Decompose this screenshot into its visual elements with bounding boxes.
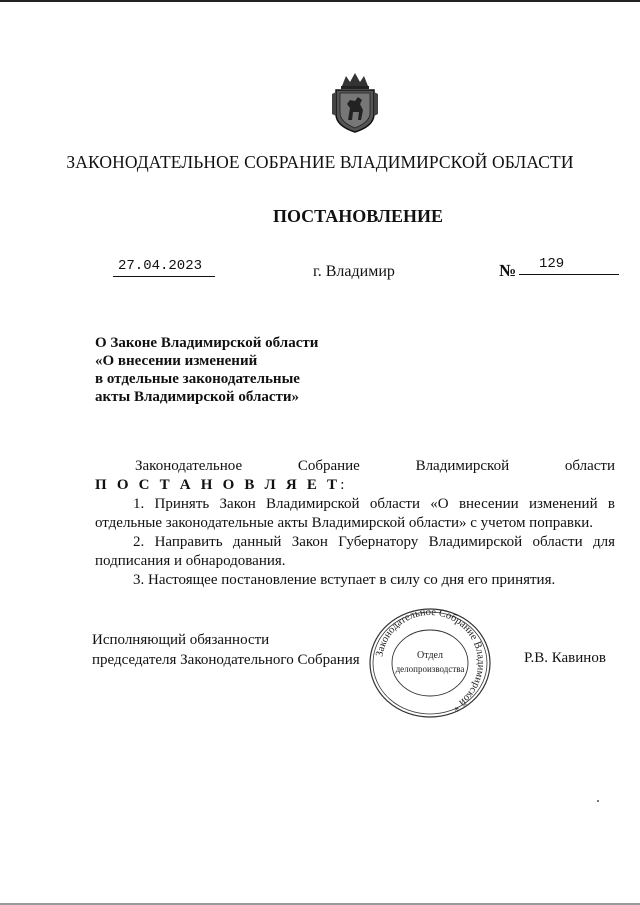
stamp-center-line1: Отдел xyxy=(417,650,443,661)
number-underline xyxy=(519,274,619,275)
preamble xyxy=(95,457,615,476)
signatory-name: Р.В. Кавинов xyxy=(524,650,606,666)
paragraph-1: 1. Принять Закон Владимирской области «О внесении изменений в отдельные законодательные акты Владимирской области» с учетом поправки. xyxy=(95,496,615,531)
signatory-position xyxy=(92,630,372,670)
date-underline xyxy=(113,276,215,277)
scan-top-edge xyxy=(0,0,640,2)
number-label: № xyxy=(499,261,517,280)
preamble-word: Законодательное xyxy=(135,458,243,474)
subject-line: «О внесении изменений xyxy=(95,353,258,369)
position-line: Исполняющий обязанности xyxy=(92,632,270,648)
document-date: 27.04.2023 xyxy=(118,258,203,274)
official-stamp xyxy=(366,606,494,720)
scan-speck xyxy=(597,800,599,802)
preamble-word: области xyxy=(564,458,615,474)
document-body xyxy=(95,457,615,590)
stamp-ring-textpath: Законодательное Собрание Владимирской * xyxy=(374,606,487,713)
paragraph-3: 3. Настоящее постановление вступает в силу со дня его принятия. xyxy=(133,572,556,588)
document-city: г. Владимир xyxy=(313,263,395,280)
subject-line: в отдельные законодательные xyxy=(95,371,300,387)
subject-line: акты Владимирской области» xyxy=(95,389,300,405)
coat-of-arms-icon xyxy=(328,70,382,134)
paragraph-2: 2. Направить данный Закон Губернатору Владимирской области для подписания и обнародования. xyxy=(95,534,615,569)
preamble-word: Владимирской xyxy=(415,458,510,474)
document-type-title: ПОСТАНОВЛЕНИЕ xyxy=(272,206,444,226)
decree-line xyxy=(95,476,615,495)
subject-line: О Законе Владимирской области xyxy=(95,335,319,351)
organization-title: ЗАКОНОДАТЕЛЬНОЕ СОБРАНИЕ ВЛАДИМИРСКОЙ ОБЛАСТИ xyxy=(66,152,574,172)
decree-colon: : xyxy=(340,477,345,493)
decree-word: П О С Т А Н О В Л Я Е Т xyxy=(95,477,341,493)
preamble-word: Собрание xyxy=(297,458,360,474)
stamp-center-line2: делопроизводства xyxy=(395,664,465,674)
document-number: 129 xyxy=(539,256,565,272)
position-line: председателя Законодательного Собрания xyxy=(92,652,360,668)
document-subject xyxy=(95,334,395,406)
